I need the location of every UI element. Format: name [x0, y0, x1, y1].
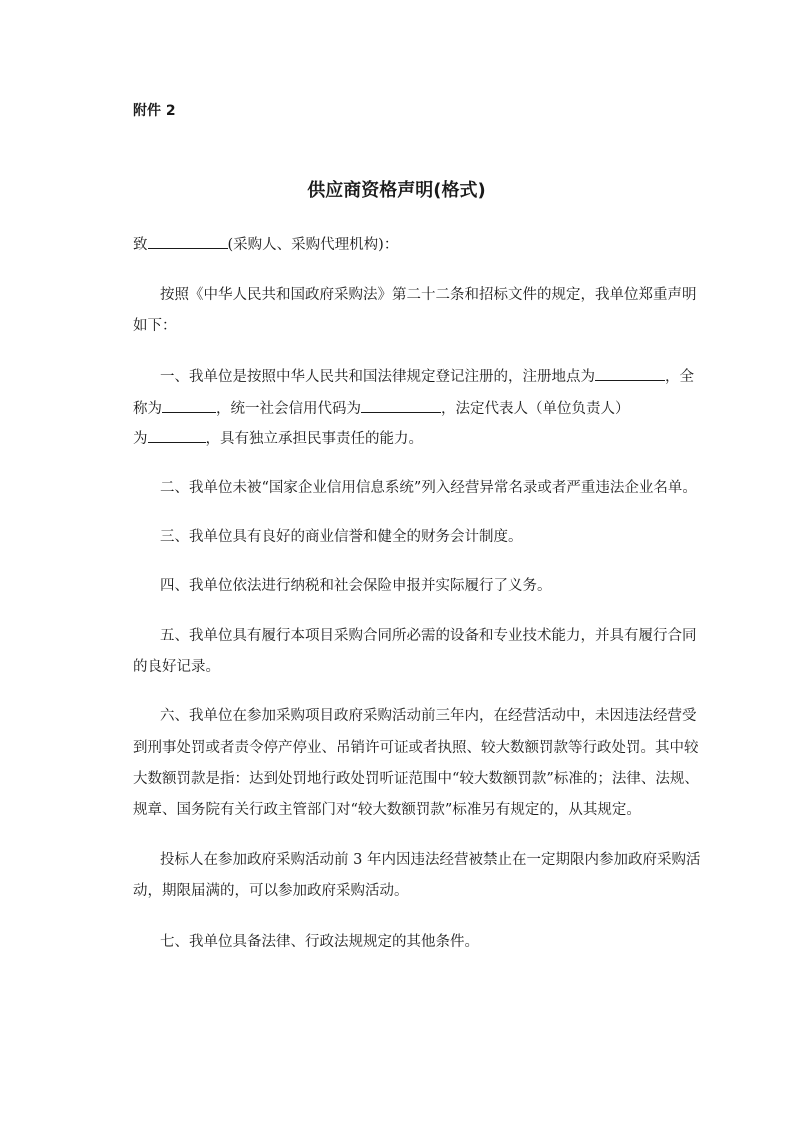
document-title: 供应商资格声明(格式): [307, 180, 486, 201]
addressee-line: [133, 234, 398, 255]
full-name-blank[interactable]: [162, 398, 216, 413]
clause-1-line-3: [133, 428, 423, 449]
intro-line-1: 按照《中华人民共和国政府采购法》第二十二条和招标文件的规定，我单位郑重声明: [160, 287, 697, 303]
clause-4: 四、我单位依法进行纳税和社会保险申报并实际履行了义务。: [160, 578, 552, 594]
bidder-note-line-1: 投标人在参加政府采购活动前 3 年内因违法经营被禁止在一定期限内参加政府采购活: [160, 852, 701, 868]
clause-1-text-f: 为: [133, 431, 148, 447]
credit-code-blank[interactable]: [361, 398, 441, 413]
clause-1-line-2: [133, 398, 630, 419]
addressee-prefix: 致: [133, 237, 148, 253]
clause-6-line-3: 大数额罚款是指：达到处罚地行政处罚听证范围中“较大数额罚款”标准的；法律、法规、: [133, 771, 699, 787]
registered-address-blank[interactable]: [595, 366, 665, 381]
addressee-suffix: (采购人、采购代理机构)：: [227, 237, 399, 253]
clause-5-line-2: 的良好记录。: [133, 659, 220, 675]
addressee-blank[interactable]: [148, 234, 228, 249]
clause-5-line-1: 五、我单位具有履行本项目采购合同所必需的设备和专业技术能力，并具有履行合同: [160, 628, 697, 644]
clause-1-text-b: ，全: [665, 369, 694, 385]
clause-1-text-e: ，法定代表人（单位负责人）: [441, 401, 630, 417]
intro-line-2: 如下：: [133, 318, 177, 334]
clause-1-line-1: [160, 366, 694, 387]
clause-6-line-4: 规章、国务院有关行政主管部门对“较大数额罚款”标准另有规定的，从其规定。: [133, 802, 641, 818]
legal-representative-blank[interactable]: [148, 428, 206, 443]
clause-6-line-1: 六、我单位在参加采购项目政府采购活动前三年内，在经营活动中，未因违法经营受: [160, 708, 697, 724]
clause-7: 七、我单位具备法律、行政法规规定的其他条件。: [160, 934, 479, 950]
clause-2: 二、我单位未被“国家企业信用信息系统”列入经营异常名录或者严重违法企业名单。: [160, 480, 697, 496]
clause-3: 三、我单位具有良好的商业信誉和健全的财务会计制度。: [160, 529, 523, 545]
clause-1-text-g: ，具有独立承担民事责任的能力。: [205, 431, 423, 447]
clause-1-text-a: 一、我单位是按照中华人民共和国法律规定登记注册的，注册地点为: [160, 369, 595, 385]
attachment-label: 附件 2: [133, 103, 176, 119]
clause-1-text-d: ，统一社会信用代码为: [216, 401, 361, 417]
bidder-note-line-2: 动，期限届满的，可以参加政府采购活动。: [133, 883, 409, 899]
clause-6-line-2: 到刑事处罚或者责令停产停业、吊销许可证或者执照、较大数额罚款等行政处罚。其中较: [133, 740, 699, 756]
clause-1-text-c: 称为: [133, 401, 162, 417]
